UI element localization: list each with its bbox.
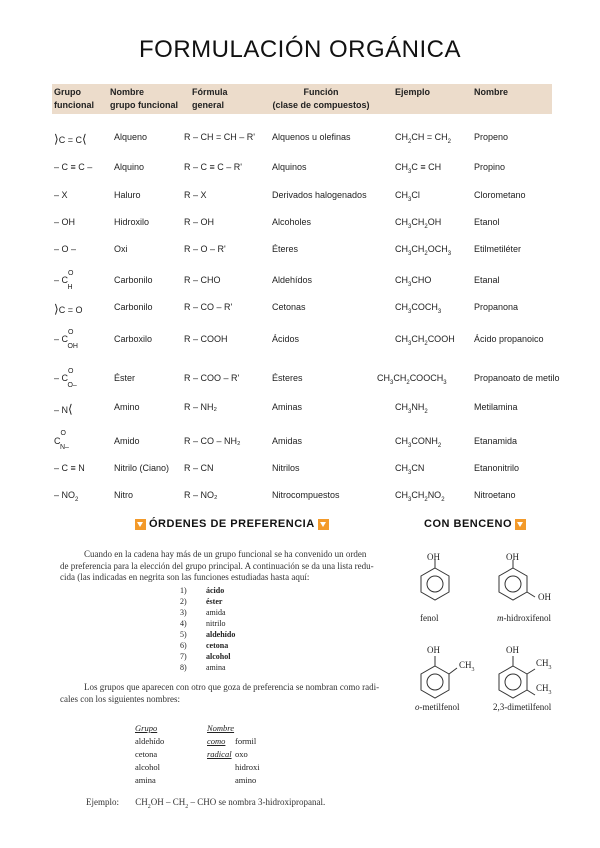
header-nombre: Nombre grupo funcional <box>110 87 178 110</box>
formula-general: R – O – R' <box>184 244 226 254</box>
grupo-funcional-formula: – $C^O_{O-}$ <box>54 368 77 389</box>
formula-general: R – C ≡ C – R' <box>184 162 242 172</box>
fenol-structure <box>421 560 449 600</box>
header-funcion: Función (clase de compuestos) <box>272 87 370 110</box>
nombre-ejemplo: Etanamida <box>474 436 518 446</box>
formula-general: R – CH = CH – R' <box>184 132 255 142</box>
nombre-ejemplo: Etanonitrilo <box>474 463 520 473</box>
ejemplo: $CH_2CH = CH_2$ <box>395 132 451 145</box>
o-ch3-label: $CH_3$ <box>459 660 475 673</box>
triangle-icon <box>318 519 329 530</box>
example-line <box>86 797 406 813</box>
funcion: Ésteres <box>272 373 303 383</box>
table-header <box>52 84 552 114</box>
list-item: 8) amina <box>180 663 226 672</box>
preference-paragraph: Cuando en la cadena hay más de un grupo funcional se ha convenido un orden de preferencia para la elección del grupo principal. A continuación se da una lista redu- cida (las indicadas en negrita son las funciones estudiadas hasta aquí: <box>60 549 374 582</box>
nombre-grupo: Haluro <box>114 190 141 200</box>
m-oh-top-label: OH <box>506 552 519 562</box>
ejemplo: $CH_3CHO$ <box>395 275 432 288</box>
funcion: Ácidos <box>272 334 300 344</box>
ejemplo: $CH_3CH_2COOCH_3$ <box>377 373 447 386</box>
nombre-grupo: Oxi <box>114 244 128 254</box>
nombre-ejemplo: Propeno <box>474 132 509 142</box>
example-formula: $CH_2OH - CH_2$ – CHO <box>135 797 217 810</box>
ejemplo: $CH_3COCH_3$ <box>395 302 442 315</box>
grupo-funcional-formula: – OH <box>54 217 76 227</box>
m-hidroxifenol-name: m-hidroxifenol <box>497 613 551 623</box>
funcion: Alquenos u olefinas <box>272 132 351 142</box>
fenol-name: fenol <box>420 613 439 623</box>
o-metilfenol-structure <box>421 656 457 698</box>
ejemplo: $CH_3CH_2OCH_3$ <box>395 244 452 257</box>
grupo-funcional-formula: – C ≡ N <box>54 463 85 473</box>
list-item: 4) nitrilo <box>180 619 226 628</box>
funcion: Nitrocompuestos <box>272 490 340 500</box>
header-formula: Fórmula general <box>192 87 228 110</box>
formula-general: R – X <box>184 190 207 200</box>
page-title: FORMULACIÓN ORGÁNICA <box>138 36 462 63</box>
benzene-structures <box>395 548 565 728</box>
ejemplo: $CH_3NH_2$ <box>395 402 428 415</box>
nombre-ejemplo: Metilamina <box>474 402 518 412</box>
ejemplo: $CH_3Cl$ <box>395 190 420 203</box>
nombre-ejemplo: Etanol <box>474 217 500 227</box>
funcion: Alquinos <box>272 162 307 172</box>
dimetilfenol-name: 2,3-dimetilfenol <box>493 702 552 712</box>
nombre-grupo: Carbonilo <box>114 275 153 285</box>
list-item: 2) éster <box>180 597 223 606</box>
radicals-head-radical: Nombre como radical <box>207 723 235 759</box>
formula-general: R – CO – NH₂ <box>184 436 241 446</box>
m-hidroxifenol-structure <box>499 560 535 600</box>
dm-oh-label: OH <box>506 645 519 655</box>
nombre-grupo: Carboxilo <box>114 334 153 344</box>
ejemplo: $CH_3CN$ <box>395 463 425 476</box>
ejemplo: $CH_3CH_2COOH$ <box>395 334 455 347</box>
nombre-ejemplo: Nitroetano <box>474 490 516 500</box>
triangle-icon <box>135 519 146 530</box>
grupo-funcional-formula: – $C^O_{OH}$ <box>54 329 78 350</box>
header-nombre-ejemplo: Nombre <box>474 87 509 97</box>
grupo-funcional-formula: – C ≡ C – <box>54 162 93 172</box>
funcion: Aldehídos <box>272 275 313 285</box>
formula-general: R – NH₂ <box>184 402 217 412</box>
funcion: Éteres <box>272 244 299 254</box>
list-item: 1) ácido <box>180 586 225 595</box>
preference-order-list <box>180 585 235 673</box>
grupo-funcional-formula: – $C^O_H$ <box>54 270 74 291</box>
nombre-ejemplo: Etilmetiléter <box>474 244 522 254</box>
grupo-funcional-formula: – X <box>54 190 68 200</box>
list-item: 5) aldehído <box>180 630 236 639</box>
nombre-ejemplo: Ácido propanoico <box>474 334 544 344</box>
nombre-ejemplo: Etanal <box>474 275 500 285</box>
nombre-grupo: Nitro <box>114 490 134 500</box>
dm-ch3-top-label: $CH_3$ <box>536 658 552 671</box>
ejemplo: $CH_3CONH_2$ <box>395 436 442 449</box>
list-item: 6) cetona <box>180 641 229 650</box>
grupo-funcional-formula: – $NO_2$ <box>54 490 79 503</box>
nombre-grupo: Éster <box>114 373 136 383</box>
nombre-ejemplo: Clorometano <box>474 190 526 200</box>
nombre-grupo: Amido <box>114 436 140 446</box>
formula-general: R – CO – R' <box>184 302 233 312</box>
header-ejemplo: Ejemplo <box>395 87 431 97</box>
dm-ch3-bottom-label: $CH_3$ <box>536 683 552 696</box>
grupo-funcional-formula: $C^O_{N-}$ <box>54 430 69 451</box>
ejemplo: $CH_3CH_2NO_2$ <box>395 490 445 503</box>
formula-general: R – NO₂ <box>184 490 218 500</box>
radicals-head-grupo: Grupo <box>135 723 158 733</box>
example-text: se nombra 3-hidroxipropanal. <box>218 797 326 807</box>
example-label: Ejemplo: <box>86 797 119 807</box>
fenol-oh-label: OH <box>427 552 440 562</box>
ejemplo: $CH_3C$ ≡ CH <box>395 162 442 175</box>
list-item: 3) amida <box>180 608 226 617</box>
grupo-funcional-formula: ⟩C = O <box>54 302 83 316</box>
funcion: Aminas <box>272 402 303 412</box>
nombre-grupo: Hidroxilo <box>114 217 150 227</box>
funcion: Nitrilos <box>272 463 300 473</box>
o-metilfenol-name: o-metilfenol <box>415 702 460 712</box>
nombre-grupo: Alquino <box>114 162 145 172</box>
formula-general: R – COO – R' <box>184 373 240 383</box>
grupo-funcional-formula: – N⟨ <box>54 402 73 416</box>
nombre-ejemplo: Propanona <box>474 302 519 312</box>
grupo-funcional-formula: ⟩C = C⟨ <box>54 132 87 146</box>
section-orden-heading: ÓRDENES DE PREFERENCIA <box>132 518 332 530</box>
list-item: 7) alcohol <box>180 652 231 661</box>
nombre-grupo: Amino <box>114 402 140 412</box>
nombre-ejemplo: Propino <box>474 162 506 172</box>
formula-general: R – OH <box>184 217 215 227</box>
funcion: Amidas <box>272 436 303 446</box>
o-oh-label: OH <box>427 645 440 655</box>
nombre-grupo: Nitrilo (Ciano) <box>114 463 170 473</box>
nombre-grupo: Carbonilo <box>114 302 153 312</box>
triangle-icon <box>515 519 526 530</box>
header-grupo: Grupo funcional <box>54 87 94 110</box>
funcion: Derivados halogenados <box>272 190 367 200</box>
nombre-ejemplo: Propanoato de metilo <box>474 373 560 383</box>
ejemplo: $CH_3CH_2OH$ <box>395 217 442 230</box>
formula-general: R – CN <box>184 463 214 473</box>
funcion: Alcoholes <box>272 217 312 227</box>
radicals-paragraph: Los grupos que aparecen con otro que goza de preferencia se nombran como radi- cales con los siguientes nombres: <box>60 682 380 704</box>
grupo-funcional-formula: – O – <box>54 244 77 254</box>
formula-general: R – CHO <box>184 275 221 285</box>
dimetilfenol-structure <box>499 656 535 698</box>
formula-general: R – COOH <box>184 334 228 344</box>
m-oh-side-label: OH <box>538 592 551 602</box>
nombre-grupo: Alqueno <box>114 132 148 142</box>
section-benceno-heading: CON BENCENO <box>424 518 529 530</box>
funcion: Cetonas <box>272 302 306 312</box>
